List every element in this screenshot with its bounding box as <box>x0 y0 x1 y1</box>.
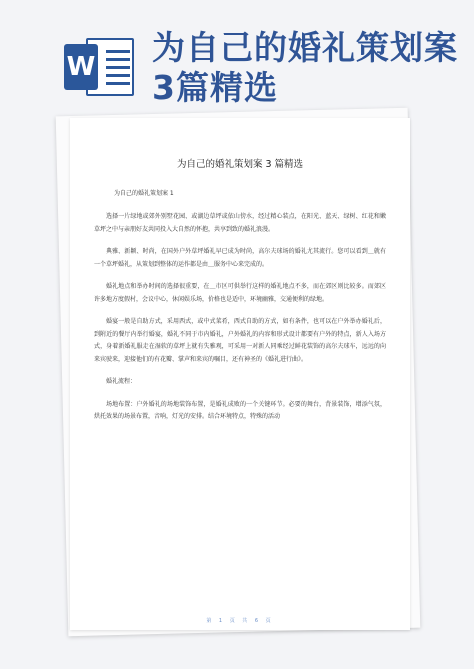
paragraph: 婚宴一般是自助方式，采用西式，或中式菜肴，西式自助的方式，如有条件，也可以在户外举办婚礼后，到附近的餐厅内举行婚宴，婚礼不同于市内婚礼，户外婚礼的内容和形式设计都要有户外的特点，新人入场方式，身着新婚礼服走在湿软的草坪上就有失雅观，可采用一对新人同乘经过鲜花装饰的高尔夫球车，远远的向来宾驶来，迎接他们的有花瓣、掌声和来宾的嘱目，还有神圣的《婚礼进行曲》。 <box>94 318 386 363</box>
banner-title: 为自己的婚礼策划案3篇精选 <box>152 28 458 107</box>
document-title: 为自己的婚礼策划案 3 篇精选 <box>176 159 304 170</box>
document-page <box>70 118 410 630</box>
paragraph: 场地布置：户外婚礼的场地装饰布置，是婚礼成败的一个关键环节。必要的舞台，背景装饰，增添气氛，烘托效果的场景布置，音响，灯光的安排。结合环境特点，特殊的活动 <box>94 400 386 420</box>
paragraph: 典雅、新颖、时尚，在国外户外草坪婚礼早已成为时尚，高尔夫球场的婚礼尤其流行。您可以看到＿就有一个草坪婚礼，从策划到整体的运作都是由＿服务中心来完成的。 <box>94 248 386 268</box>
paragraph: 婚礼地点和举办时间的选择很重要，在＿市区可供举行这样的婚礼地点不多，而在郊区则比较多。而郊区许多地方度假村，会议中心，休闲娱乐场，价格也是适中，环境幽雅，交通便利的绿地。 <box>94 283 386 303</box>
word-icon <box>64 38 134 96</box>
paragraph: 选择一片绿地或郊外别墅花园、或湖边草坪或依山傍水，经过精心装点，在阳光、蓝天、绿树、红花和嫩草坪之中与亲朋好友共同投入大自然的怀抱，共享到致的婚礼浪漫。 <box>94 213 386 233</box>
document-subheading: 为自己的婚礼策划案 1 <box>114 190 174 197</box>
banner <box>0 0 474 112</box>
page-footer: 第 1 页 共 6 页 <box>206 618 274 624</box>
word-letter: W <box>64 44 98 90</box>
paragraph: 婚礼流程： <box>106 378 137 385</box>
